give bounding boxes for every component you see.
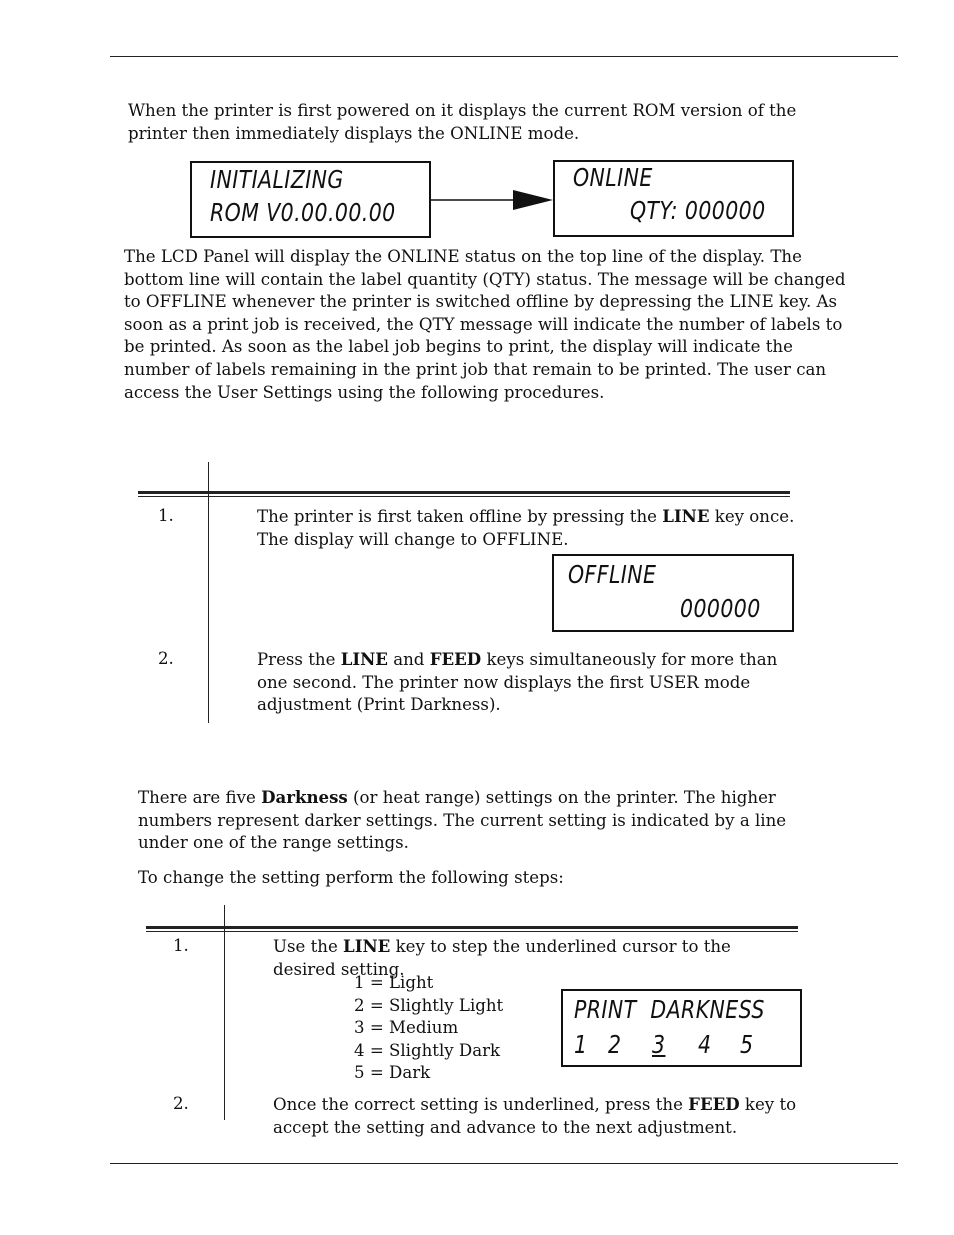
step-number: 1.	[158, 506, 174, 525]
lcd-online	[553, 160, 794, 237]
paragraph-part: There are five	[138, 788, 262, 807]
list-item: 1 = Light	[354, 973, 434, 992]
darkness-paragraph	[138, 786, 828, 855]
step-text	[273, 1093, 798, 1139]
step-number: 2.	[173, 1094, 189, 1113]
step-number: 1.	[173, 936, 189, 955]
step-text	[257, 648, 802, 717]
lcd-line-1: PRINT DARKNESS	[574, 995, 765, 1024]
step-text-part: Press the	[257, 650, 341, 669]
lcd-line-2: ROM V0.00.00.00	[210, 198, 396, 227]
table2-top-rule-thin	[146, 931, 798, 932]
lcd-print-darkness	[561, 989, 802, 1067]
step-text	[273, 935, 793, 981]
step-text-part: keys simultaneously for more than one second. The printer now displays the first USER mode adjustment (Print Darkness).	[257, 650, 778, 715]
list-item: 2 = Slightly Light	[354, 995, 504, 1015]
step-text-part: key to accept the setting and advance to the next adjustment.	[273, 1095, 797, 1137]
list-item: 4 = Slightly Dark	[354, 1040, 501, 1060]
lcd-line-2: 000000	[680, 594, 761, 623]
lcd-level-selected: 3	[652, 1030, 666, 1059]
step-number: 2.	[158, 649, 174, 668]
step-text-part: key to step the underlined cursor to the desired setting.	[273, 937, 731, 979]
list-item: 3 = Medium	[354, 1018, 459, 1038]
key-name: FEED	[429, 649, 482, 669]
step-text-part: Use the	[273, 937, 344, 956]
arrow-icon	[431, 187, 555, 213]
paragraph-part: (or heat range) settings on the printer. The higher numbers represent darker settings. The current setting is indicated by a line under one of the range settings.	[138, 788, 787, 853]
intro-paragraph: When the printer is first powered on it displays the current ROM version of the printer then immediately displays the ONLINE mode.	[128, 101, 797, 143]
table2-vertical-divider	[224, 905, 225, 1120]
key-name: FEED	[688, 1094, 740, 1114]
list-item: 5 = Dark	[354, 1063, 431, 1083]
lcd-line-2: QTY: 000000	[630, 196, 766, 225]
table1-vertical-divider	[208, 462, 209, 723]
lcd-level: 4	[698, 1030, 712, 1059]
step-text	[257, 505, 797, 551]
step-text-part: key once. The display will change to OFFLINE.	[257, 507, 795, 549]
header-rule	[110, 56, 898, 57]
darkness-settings-list	[354, 972, 503, 1085]
lcd-level: 2	[608, 1030, 622, 1059]
step-text-part: and	[387, 650, 430, 669]
key-name: LINE	[343, 936, 391, 956]
table1-top-rule-thin	[138, 496, 790, 497]
key-name: LINE	[662, 506, 710, 526]
table2-top-rule	[146, 926, 798, 929]
lcd-offline	[552, 554, 794, 632]
lcd-initializing	[190, 161, 431, 238]
paragraph-bold: Darkness	[261, 787, 348, 807]
lcd-line-1: ONLINE	[573, 163, 653, 192]
lcd-line-1: INITIALIZING	[210, 165, 344, 194]
lcd-line-1: OFFLINE	[568, 560, 657, 589]
step-text-part: The printer is first taken offline by pressing the	[257, 507, 663, 526]
description-paragraph: The LCD Panel will display the ONLINE status on the top line of the display. The bottom line will contain the label quantity (QTY) status. The message will be changed to OFFLINE whenever the printer is switched offline by depressing the LINE key. As soon as a print job is received, the QTY message will indicate the number of labels to be printed. As soon as the label job begins to print, the display will indicate the number of labels remaining in the print job that remain to be printed. The user can access the User Settings using the following procedures.	[124, 247, 846, 402]
change-setting-paragraph: To change the setting perform the following steps:	[138, 868, 564, 887]
lcd-level: 1	[574, 1030, 588, 1059]
step-text-part: Once the correct setting is underlined, press the	[273, 1095, 689, 1114]
key-name: LINE	[340, 649, 388, 669]
lcd-level: 5	[740, 1030, 754, 1059]
table1-top-rule	[138, 491, 790, 494]
footer-rule	[110, 1163, 898, 1164]
